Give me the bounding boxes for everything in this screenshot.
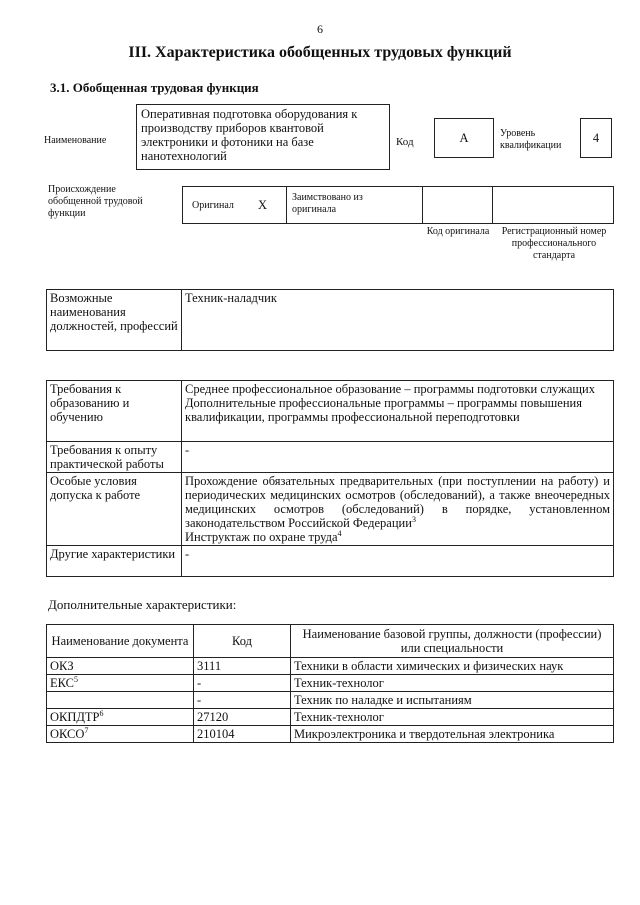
doc-cell [47,692,194,709]
doc-cell: ЕКС$^5$ [47,675,194,692]
req-value: - [182,546,614,577]
name-value: Оперативная подготовка оборудования к производству приборов квантовой электроники и фотоники на базе нанотехнологий [136,104,390,170]
req-label: Требования к образованию и обучению [47,381,182,442]
code-cell: 210104 [194,726,291,743]
req-value: - [182,442,614,473]
positions-value: Техник-наладчик [182,290,614,351]
req-label: Требования к опыту практической работы [47,442,182,473]
doc-cell: ОКПДТР$^6$ [47,709,194,726]
req-label: Особые условия допуска к работе [47,473,182,546]
req-line: Прохождение обязательных предварительных (при поступлении на работу) и периодических медицинских осмотров (обследований), а также внеочередных медицинских осмотров (обследований) в порядке, установленном законодательством Российской Федерации$^3$ [185,474,610,530]
footnote-ref: 3 [411,514,416,524]
code-original-label: Код оригинала [426,226,490,237]
origin-divider [422,186,423,224]
additional-header: Наименование документа [47,625,194,658]
req-value [182,473,614,546]
borrowed-label: Заимствовано из оригинала [292,192,363,215]
original-label: Оригинал [192,200,234,211]
origin-divider [492,186,493,224]
origin-divider [286,186,287,224]
table-row [47,675,614,692]
footnote-ref: 4 [337,528,342,538]
code-value: А [434,118,494,158]
origin-label: Происхождение обобщенной трудовой функции [48,184,143,219]
additional-header: Код [194,625,291,658]
code-label: Код [396,136,414,148]
requirements-table [46,380,614,577]
name-cell: Техник по наладке и испытаниям [291,692,614,709]
name-cell: Техник-технолог [291,709,614,726]
name-label: Наименование [44,135,107,146]
req-line: Среднее профессиональное образование – программы подготовки служащих [185,382,595,396]
positions-table [46,289,614,351]
req-line: Инструктаж по охране труда$^4$ [185,528,342,544]
doc-cell: ОКЗ [47,658,194,675]
name-cell: Техники в области химических и физических наук [291,658,614,675]
page-number: 6 [317,22,323,36]
code-cell: - [194,692,291,709]
table-row [47,726,614,743]
req-value [182,381,614,442]
table-row [47,658,614,675]
additional-title: Дополнительные характеристики: [48,597,237,612]
additional-header: Наименование базовой группы, должности (профессии) или специальности [291,625,614,658]
reg-number-label: Регистрационный номер профессионального стандарта [501,226,607,261]
code-cell: 3111 [194,658,291,675]
additional-table [46,624,614,743]
code-cell: - [194,675,291,692]
name-cell: Техник-технолог [291,675,614,692]
req-label: Другие характеристики [47,546,182,577]
section-title: III. Характеристика обобщенных трудовых функций [128,44,512,61]
name-cell: Микроэлектроника и твердотельная электроника [291,726,614,743]
code-cell: 27120 [194,709,291,726]
original-mark: Х [258,198,268,212]
doc-cell: ОКСО$^7$ [47,726,194,743]
level-label: Уровень квалификации [500,128,562,151]
positions-label: Возможные наименования должностей, профессий [47,290,182,351]
table-row [47,692,614,709]
req-line: Дополнительные профессиональные программы – программы повышения квалификации, программы профессиональной переподготовки [185,396,582,424]
level-value: 4 [580,118,612,158]
table-row [47,709,614,726]
subsection-title: 3.1. Обобщенная трудовая функция [50,80,259,95]
